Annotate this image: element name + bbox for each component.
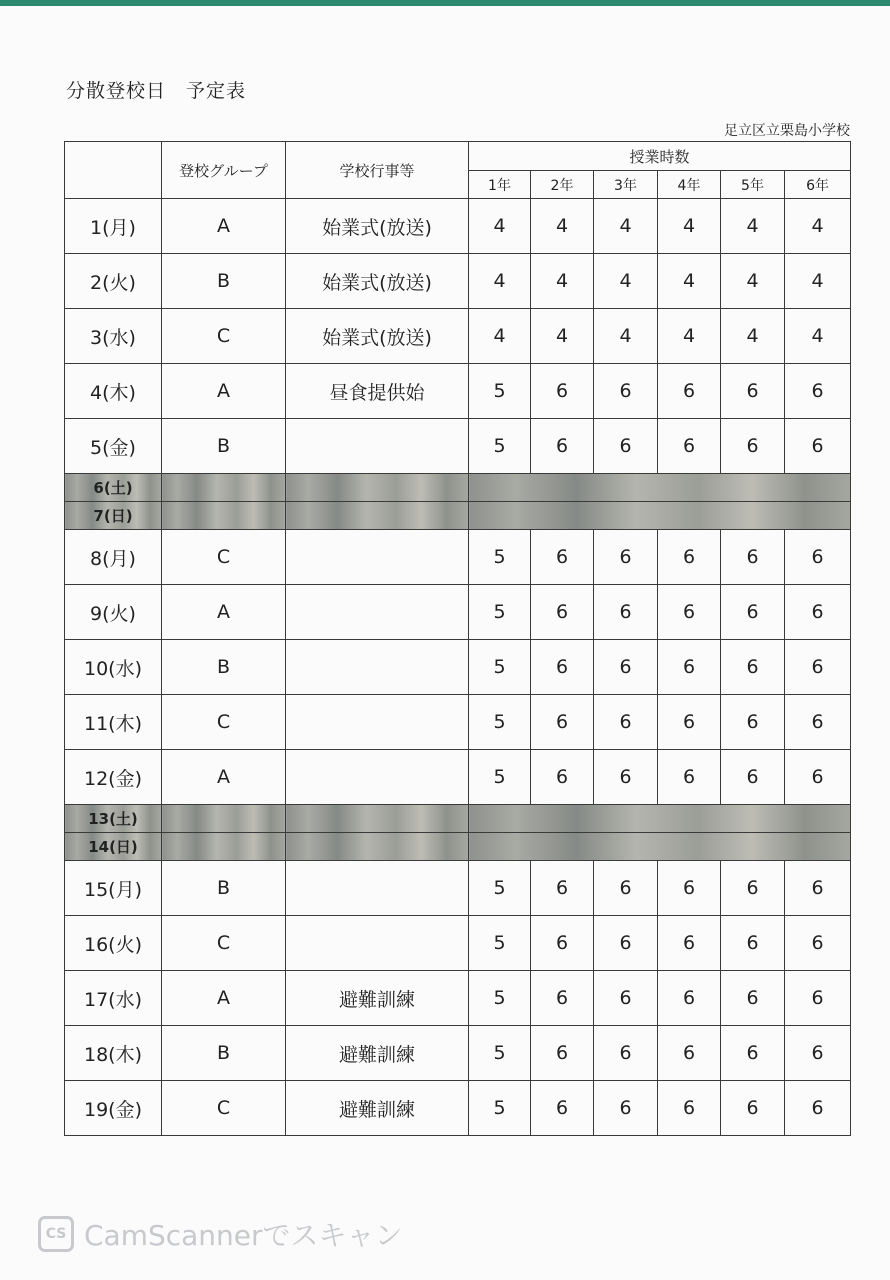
day-cell: 17(水) [65, 971, 162, 1026]
table-row [65, 199, 851, 254]
hours-cell: 4 [469, 199, 531, 254]
camscanner-watermark [38, 1216, 403, 1252]
hours-cell: 5 [469, 640, 531, 695]
event-cell: 避難訓練 [286, 1026, 469, 1081]
hours-cell: 6 [785, 916, 851, 971]
header-grade: 5年 [721, 171, 785, 199]
group-cell: C [162, 530, 286, 585]
event-cell: 始業式(放送) [286, 309, 469, 364]
event-cell [286, 530, 469, 585]
table-row [65, 1026, 851, 1081]
weekend-fill [286, 805, 469, 833]
hours-cell: 6 [658, 530, 721, 585]
hours-cell: 6 [785, 861, 851, 916]
day-cell: 8(月) [65, 530, 162, 585]
weekend-fill [162, 474, 286, 502]
hours-cell: 6 [531, 419, 594, 474]
event-cell: 始業式(放送) [286, 254, 469, 309]
day-cell: 13(土) [65, 805, 162, 833]
hours-cell: 6 [721, 750, 785, 805]
hours-cell: 4 [469, 309, 531, 364]
hours-cell: 6 [658, 861, 721, 916]
group-cell: B [162, 640, 286, 695]
day-cell: 1(月) [65, 199, 162, 254]
hours-cell: 6 [658, 750, 721, 805]
hours-cell: 6 [658, 916, 721, 971]
hours-cell: 6 [721, 695, 785, 750]
hours-cell: 6 [721, 530, 785, 585]
hours-cell: 6 [721, 364, 785, 419]
hours-cell: 6 [531, 640, 594, 695]
school-name: 足立区立栗島小学校 [724, 123, 850, 139]
weekend-row [65, 805, 851, 833]
table-row [65, 530, 851, 585]
hours-cell: 5 [469, 585, 531, 640]
hours-cell: 6 [594, 530, 658, 585]
hours-cell: 6 [531, 1026, 594, 1081]
hours-cell: 6 [721, 971, 785, 1026]
day-cell: 3(水) [65, 309, 162, 364]
header-day [65, 142, 162, 199]
page-title: 分散登校日 予定表 [66, 80, 247, 102]
table-row [65, 364, 851, 419]
weekend-fill [162, 805, 286, 833]
table-row [65, 419, 851, 474]
header-group: 登校グループ [162, 142, 286, 199]
hours-cell: 6 [658, 640, 721, 695]
schedule-table [64, 141, 851, 1136]
table-row [65, 971, 851, 1026]
hours-cell: 5 [469, 530, 531, 585]
hours-cell: 6 [658, 364, 721, 419]
group-cell: A [162, 199, 286, 254]
weekend-fill [469, 474, 851, 502]
header-grade: 6年 [785, 171, 851, 199]
group-cell: A [162, 750, 286, 805]
day-cell: 7(日) [65, 502, 162, 530]
hours-cell: 4 [658, 309, 721, 364]
header-grade: 3年 [594, 171, 658, 199]
day-cell: 16(火) [65, 916, 162, 971]
hours-cell: 6 [721, 861, 785, 916]
table-row [65, 254, 851, 309]
weekend-fill [469, 805, 851, 833]
event-cell: 昼食提供始 [286, 364, 469, 419]
hours-cell: 4 [594, 199, 658, 254]
hours-cell: 5 [469, 419, 531, 474]
group-cell: B [162, 861, 286, 916]
hours-cell: 4 [785, 199, 851, 254]
hours-cell: 6 [785, 971, 851, 1026]
hours-cell: 4 [531, 254, 594, 309]
weekend-row [65, 833, 851, 861]
table-row [65, 585, 851, 640]
hours-cell: 4 [531, 309, 594, 364]
event-cell: 始業式(放送) [286, 199, 469, 254]
hours-cell: 6 [721, 640, 785, 695]
hours-cell: 4 [531, 199, 594, 254]
event-cell [286, 916, 469, 971]
group-cell: A [162, 971, 286, 1026]
hours-cell: 6 [531, 695, 594, 750]
hours-cell: 5 [469, 364, 531, 419]
hours-cell: 4 [658, 199, 721, 254]
hours-cell: 6 [785, 695, 851, 750]
hours-cell: 6 [721, 1026, 785, 1081]
hours-cell: 6 [721, 419, 785, 474]
event-cell [286, 419, 469, 474]
weekend-row [65, 474, 851, 502]
hours-cell: 6 [658, 1026, 721, 1081]
hours-cell: 5 [469, 1081, 531, 1136]
hours-cell: 6 [531, 530, 594, 585]
hours-cell: 4 [658, 254, 721, 309]
hours-cell: 6 [658, 971, 721, 1026]
hours-cell: 6 [594, 364, 658, 419]
group-cell: A [162, 585, 286, 640]
day-cell: 14(日) [65, 833, 162, 861]
table-row [65, 695, 851, 750]
table-row [65, 916, 851, 971]
weekend-fill [469, 502, 851, 530]
day-cell: 2(火) [65, 254, 162, 309]
hours-cell: 6 [785, 1026, 851, 1081]
hours-cell: 5 [469, 916, 531, 971]
hours-cell: 6 [531, 585, 594, 640]
hours-cell: 6 [658, 695, 721, 750]
hours-cell: 4 [721, 254, 785, 309]
hours-cell: 6 [785, 750, 851, 805]
hours-cell: 6 [594, 640, 658, 695]
hours-cell: 6 [721, 1081, 785, 1136]
hours-cell: 6 [785, 640, 851, 695]
day-cell: 4(木) [65, 364, 162, 419]
group-cell: A [162, 364, 286, 419]
hours-cell: 5 [469, 695, 531, 750]
day-cell: 12(金) [65, 750, 162, 805]
hours-cell: 6 [721, 916, 785, 971]
day-cell: 15(月) [65, 861, 162, 916]
day-cell: 11(木) [65, 695, 162, 750]
hours-cell: 6 [531, 861, 594, 916]
hours-cell: 6 [785, 1081, 851, 1136]
hours-cell: 6 [531, 971, 594, 1026]
header-grade: 1年 [469, 171, 531, 199]
weekend-fill [286, 474, 469, 502]
event-cell [286, 640, 469, 695]
weekend-fill [162, 502, 286, 530]
header-event: 学校行事等 [286, 142, 469, 199]
hours-cell: 6 [658, 419, 721, 474]
camscanner-logo-icon: CS [38, 1216, 74, 1252]
hours-cell: 6 [594, 971, 658, 1026]
day-cell: 19(金) [65, 1081, 162, 1136]
group-cell: C [162, 916, 286, 971]
hours-cell: 4 [721, 199, 785, 254]
table-row [65, 309, 851, 364]
weekend-fill [162, 833, 286, 861]
header-hours: 授業時数 [469, 142, 851, 171]
day-cell: 18(木) [65, 1026, 162, 1081]
event-cell: 避難訓練 [286, 971, 469, 1026]
hours-cell: 5 [469, 971, 531, 1026]
hours-cell: 6 [531, 916, 594, 971]
hours-cell: 6 [594, 1081, 658, 1136]
hours-cell: 6 [785, 530, 851, 585]
hours-cell: 4 [721, 309, 785, 364]
hours-cell: 5 [469, 750, 531, 805]
weekend-fill [286, 502, 469, 530]
table-row [65, 640, 851, 695]
hours-cell: 6 [785, 585, 851, 640]
table-row [65, 750, 851, 805]
group-cell: B [162, 1026, 286, 1081]
hours-cell: 6 [594, 1026, 658, 1081]
hours-cell: 4 [469, 254, 531, 309]
group-cell: B [162, 419, 286, 474]
watermark-text: CamScannerでスキャン [84, 1219, 403, 1252]
hours-cell: 6 [594, 861, 658, 916]
event-cell: 避難訓練 [286, 1081, 469, 1136]
hours-cell: 6 [594, 419, 658, 474]
event-cell [286, 585, 469, 640]
table-row [65, 1081, 851, 1136]
paper-sheet [0, 6, 890, 1280]
hours-cell: 4 [594, 309, 658, 364]
weekend-row [65, 502, 851, 530]
hours-cell: 6 [721, 585, 785, 640]
hours-cell: 6 [531, 364, 594, 419]
day-cell: 6(土) [65, 474, 162, 502]
group-cell: C [162, 309, 286, 364]
hours-cell: 6 [531, 750, 594, 805]
group-cell: C [162, 1081, 286, 1136]
group-cell: B [162, 254, 286, 309]
hours-cell: 6 [785, 364, 851, 419]
hours-cell: 5 [469, 861, 531, 916]
hours-cell: 4 [594, 254, 658, 309]
hours-cell: 6 [594, 750, 658, 805]
weekend-fill [469, 833, 851, 861]
hours-cell: 6 [594, 585, 658, 640]
event-cell [286, 861, 469, 916]
day-cell: 10(水) [65, 640, 162, 695]
hours-cell: 5 [469, 1026, 531, 1081]
hours-cell: 4 [785, 254, 851, 309]
hours-cell: 6 [531, 1081, 594, 1136]
schedule-body [65, 199, 851, 1136]
hours-cell: 6 [594, 916, 658, 971]
weekend-fill [286, 833, 469, 861]
group-cell: C [162, 695, 286, 750]
event-cell [286, 695, 469, 750]
hours-cell: 6 [785, 419, 851, 474]
day-cell: 9(火) [65, 585, 162, 640]
table-row [65, 861, 851, 916]
header-grade: 2年 [531, 171, 594, 199]
hours-cell: 6 [658, 585, 721, 640]
event-cell [286, 750, 469, 805]
hours-cell: 6 [594, 695, 658, 750]
hours-cell: 4 [785, 309, 851, 364]
header-grade: 4年 [658, 171, 721, 199]
day-cell: 5(金) [65, 419, 162, 474]
hours-cell: 6 [658, 1081, 721, 1136]
